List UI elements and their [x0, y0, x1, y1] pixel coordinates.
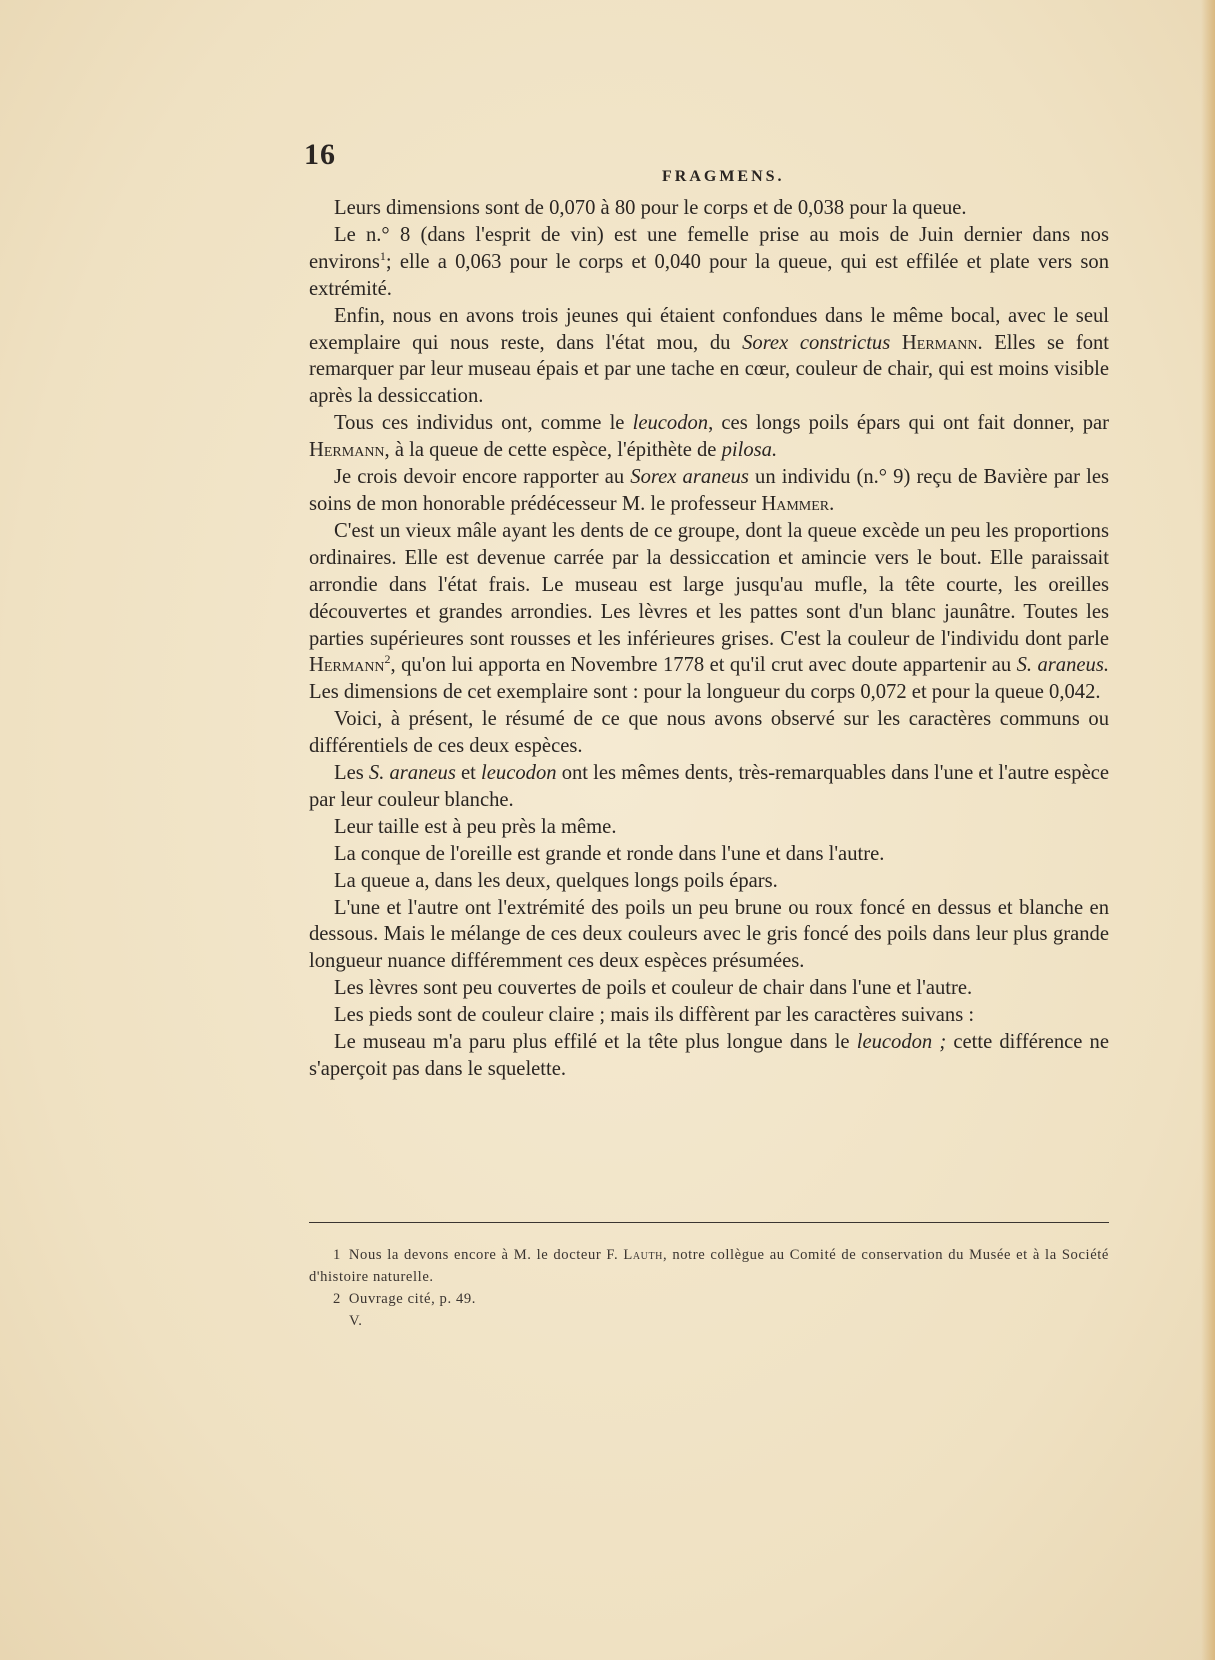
text-run: Les pieds sont de couleur claire ; mais ils diffèrent par les caractères suivans : — [334, 1004, 975, 1027]
text-run: cette différence ne s'aperçoit pas dans le squelette. — [309, 1031, 1109, 1080]
text-run: Le museau m'a paru plus effilé et la tête plus longue dans le — [334, 1031, 857, 1054]
paragraph — [309, 464, 1109, 518]
italic-term: leucodon — [481, 762, 557, 785]
text-run: Voici, à présent, le résumé de ce que nous avons observé sur les caractères communs ou différentiels de ces deux espèces. — [309, 708, 1109, 758]
paragraph — [309, 303, 1109, 411]
text-run: L'une et l'autre ont l'extrémité des poils un peu brune ou roux foncé en dessus et blanche en dessous. Mais le mélange de ces deux couleurs avec le gris foncé des poils dans leur plus grande longueur nuance différemment ces deux espèces présumées. — [309, 896, 1109, 973]
text-run: ont les mêmes dents, très-remarquables dans l'une et l'autre espèce par leur couleur blanche. — [309, 762, 1109, 811]
footnote-text: Ouvrage cité, p. 49. — [348, 1291, 476, 1307]
author-name: Hermann — [309, 654, 385, 677]
text-run: Je crois devoir encore rapporter au — [334, 466, 631, 489]
italic-term: pilosa. — [721, 439, 778, 462]
text-run: . — [829, 492, 835, 515]
paragraph — [309, 1029, 1109, 1083]
text-run: , ces longs poils épars qui ont fait donner, par — [708, 412, 1109, 435]
author-name: Hermann — [901, 331, 978, 354]
paragraph — [309, 518, 1109, 706]
footnote-rule — [309, 1222, 1109, 1223]
text-run: Leur taille est à peu près la même. — [334, 815, 617, 838]
paragraph — [309, 868, 1109, 895]
text-run: , qu'on lui apporta en Novembre 1778 et qu'il crut avec doute appartenir au — [390, 654, 1017, 677]
paragraph — [309, 706, 1109, 760]
text-run: Enfin, nous en avons trois jeunes qui étaient confondues dans le même bocal, avec le seul exemplaire qui nous reste, dans l'état mou, du — [309, 304, 1109, 354]
text-run — [890, 332, 902, 354]
footnote-1 — [309, 1244, 1109, 1288]
main-text — [309, 195, 1109, 1083]
text-run: La conque de l'oreille est grande et ronde dans l'une et dans l'autre. — [334, 842, 885, 865]
text-run: Leurs dimensions sont de 0,070 à 80 pour le corps et de 0,038 pour la queue. — [334, 197, 967, 219]
footnote-text: Nous la devons encore à M. le docteur F. — [348, 1247, 624, 1263]
footnote-2 — [309, 1288, 1109, 1310]
italic-term: Sorex constrictus — [742, 331, 891, 354]
signature-line — [309, 1310, 1109, 1332]
paragraph — [309, 975, 1109, 1002]
text-run: un individu (n.° 9) reçu de Bavière par les soins de mon honorable prédécesseur M. le professeur — [309, 466, 1109, 515]
paragraph — [309, 195, 1109, 222]
text-run: Les — [334, 762, 369, 785]
italic-term: S. araneus — [368, 762, 456, 785]
paragraph — [309, 841, 1109, 868]
italic-term: S. araneus. — [1016, 654, 1109, 677]
text-run: , à la queue de cette espèce, l'épithète de — [384, 439, 722, 462]
footnotes — [309, 1244, 1109, 1332]
footnote-ref: 1 — [379, 248, 386, 263]
text-run: C'est un vieux mâle ayant les dents de ce groupe, dont la queue excède un peu les proportions ordinaires. Elle est devenue carrée par la dessiccation et amincie vers le bout. Elle paraissait arrondie dans l'état frais. Le museau est large jusqu'au mufle, la tête courte, les oreilles découvertes et grandes arrondies. Les lèvres et les pattes sont d'un blanc jaunâtre. Toutes les parties supérieures sont rousses et les inférieures grises. C'est la couleur de l'individu dont parle — [309, 519, 1109, 650]
author-name: Hermann — [309, 439, 385, 462]
page-number: 16 — [304, 138, 336, 171]
text-run: Les lèvres sont peu couvertes de poils et couleur de chair dans l'une et l'autre. — [334, 977, 973, 1000]
paragraph — [309, 410, 1109, 464]
running-title: FRAGMENS. — [662, 168, 785, 185]
footnote-text: , notre collègue au Comité de conservation du Musée et à la Société d'histoire naturelle. — [309, 1247, 1109, 1285]
paragraph — [309, 222, 1109, 303]
footnote-number: 2 — [333, 1291, 341, 1307]
paragraph — [309, 895, 1109, 976]
footnote-ref: 2 — [384, 652, 391, 667]
author-name: Hammer — [761, 492, 830, 515]
signature-mark: V. — [349, 1313, 363, 1329]
paragraph — [309, 814, 1109, 841]
text-run: Les dimensions de cet exemplaire sont : pour la longueur du corps 0,072 et pour la queue 0,042. — [309, 681, 1101, 704]
footnote-number: 1 — [333, 1247, 341, 1263]
paragraph — [309, 1002, 1109, 1029]
text-run: ; elle a 0,063 pour le corps et 0,040 pour la queue, qui est effilée et plate vers son extrémité. — [309, 250, 1109, 300]
italic-term: leucodon ; — [856, 1031, 947, 1054]
paragraph — [309, 760, 1109, 814]
text-run: Tous ces individus ont, comme le — [334, 412, 633, 435]
text-run: La queue a, dans les deux, quelques longs poils épars. — [334, 869, 778, 892]
footnote-author: Lauth — [623, 1247, 664, 1263]
page-edge-shadow — [1201, 0, 1215, 1660]
text-run: . Elles se font remarquer par leur museau épais et par une tache en cœur, couleur de chair, qui est moins visible après la dessiccation. — [309, 331, 1110, 408]
italic-term: Sorex araneus — [630, 466, 749, 489]
text-run: Le n.° 8 (dans l'esprit de vin) est une femelle prise au mois de Juin dernier dans nos environs — [309, 223, 1109, 273]
italic-term: leucodon — [632, 412, 709, 435]
text-run: et — [455, 762, 482, 785]
